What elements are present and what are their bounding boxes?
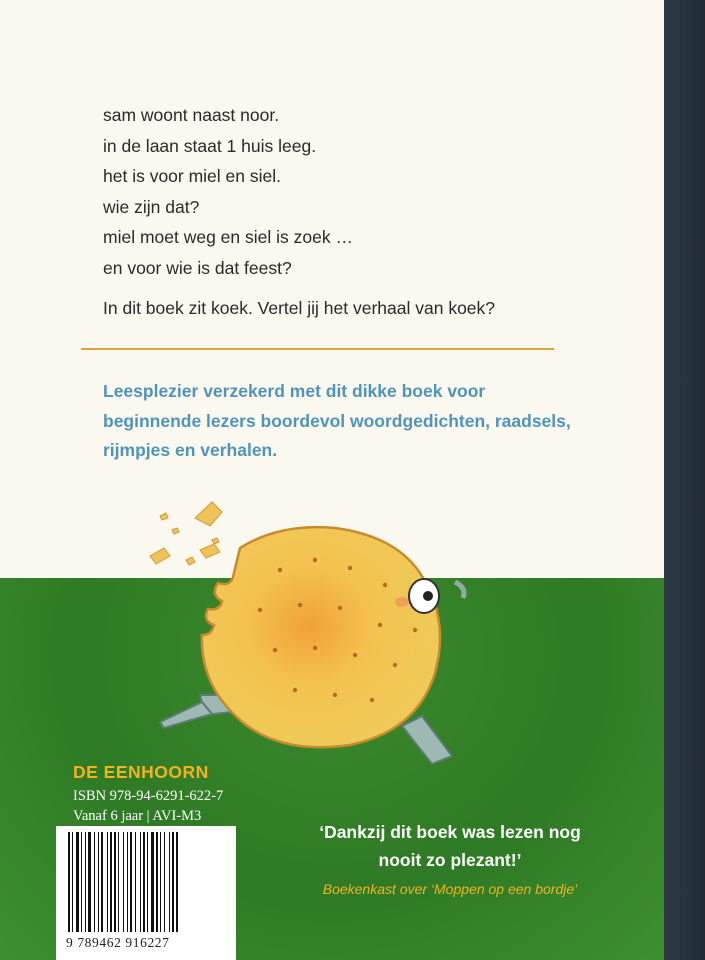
book-spine [664, 0, 705, 960]
divider-line [81, 348, 554, 350]
poem-line: sam woont naast noor. [103, 105, 280, 125]
isbn-text: ISBN 978-94-6291-622-7 [73, 788, 224, 804]
poem-line: het is voor miel en siel. [103, 166, 281, 186]
barcode-number: 9 789462 916227 [66, 935, 170, 950]
barcode [56, 826, 236, 960]
poem-line: en voor wie is dat feest? [103, 257, 292, 278]
blurb-text: Leesplezier verzekerd met dit dikke boek voor beginnende lezers boordevol woordgedichten, raadsels, rijmpjes en verhalen. [103, 381, 571, 460]
barcode-bars [66, 832, 226, 932]
crumbs-icon [150, 502, 222, 565]
publisher-logo: DE EENHOORN [73, 762, 209, 782]
poem-line: in de laan staat 1 huis leeg. [103, 135, 317, 156]
poem-line: miel moet weg en siel is zoek … [103, 227, 353, 247]
intro-text: In dit boek zit koek. Vertel jij het verhaal van koek? [103, 298, 496, 318]
cookie-character-illustration [140, 490, 500, 790]
quote-source: Boekenkast over ‘Moppen op een bordje’ [322, 881, 578, 897]
age-level-text: Vanaf 6 jaar | AVI-M3 [73, 808, 202, 824]
poem [103, 100, 353, 283]
poem-line: wie zijn dat? [103, 196, 200, 217]
review-quote: ‘Dankzij dit boek was lezen nog nooit zo plezant!’ [319, 822, 581, 870]
